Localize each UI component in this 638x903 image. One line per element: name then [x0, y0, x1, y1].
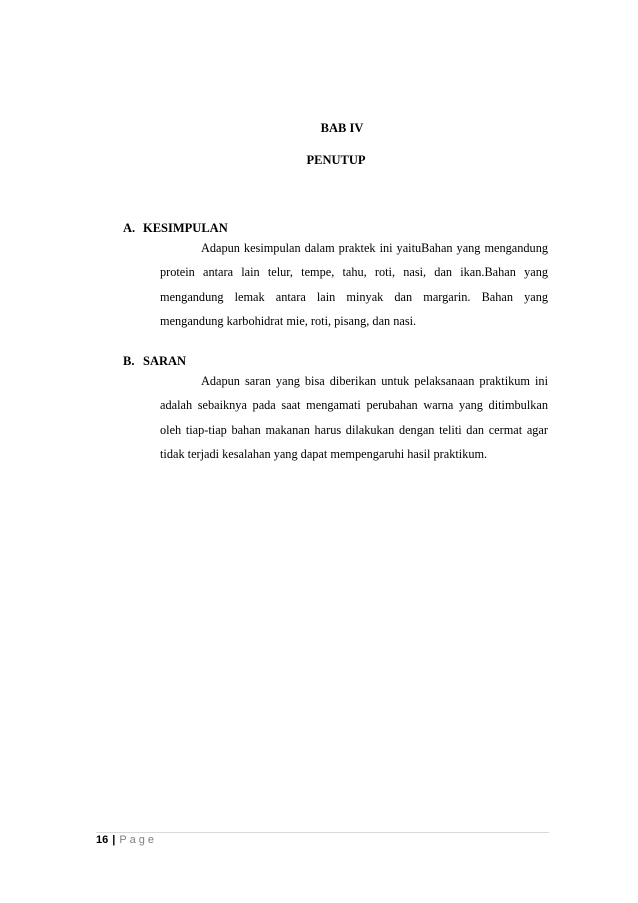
- footer-divider: [96, 832, 549, 833]
- chapter-number: BAB IV: [320, 121, 364, 135]
- section-heading-kesimpulan: [123, 221, 228, 236]
- page-number: 16: [96, 834, 109, 846]
- section-body-saran: Adapun saran yang bisa diberikan untuk pelaksanaan praktikum ini adalah sebaiknya pada saat mengamati perubahan warna yang ditimbulkan oleh tiap-tiap bahan makanan harus dilakukan dengan teliti dan cermat agar tidak terjadi kesalahan yang dapat mempengaruhi hasil praktikum.: [160, 374, 548, 461]
- section-heading-text: KESIMPULAN: [143, 221, 228, 235]
- section-marker: B.: [123, 354, 135, 368]
- section-body-kesimpulan: Adapun kesimpulan dalam praktek ini yaituBahan yang mengandung protein antara lain telur, tempe, tahu, roti, nasi, dan ikan.Bahan yang mengandung lemak antara lain minyak dan margarin. Bahan yang mengandung karbohidrat mie, roti, pisang, dan nasi.: [160, 241, 548, 328]
- footer-separator: |: [112, 834, 116, 846]
- page-label: Page: [119, 834, 158, 846]
- section-heading-text: SARAN: [143, 354, 187, 368]
- page-footer: [96, 834, 157, 846]
- chapter-title: PENUTUP: [306, 153, 366, 167]
- section-marker: A.: [123, 221, 136, 235]
- section-heading-saran: [123, 354, 186, 369]
